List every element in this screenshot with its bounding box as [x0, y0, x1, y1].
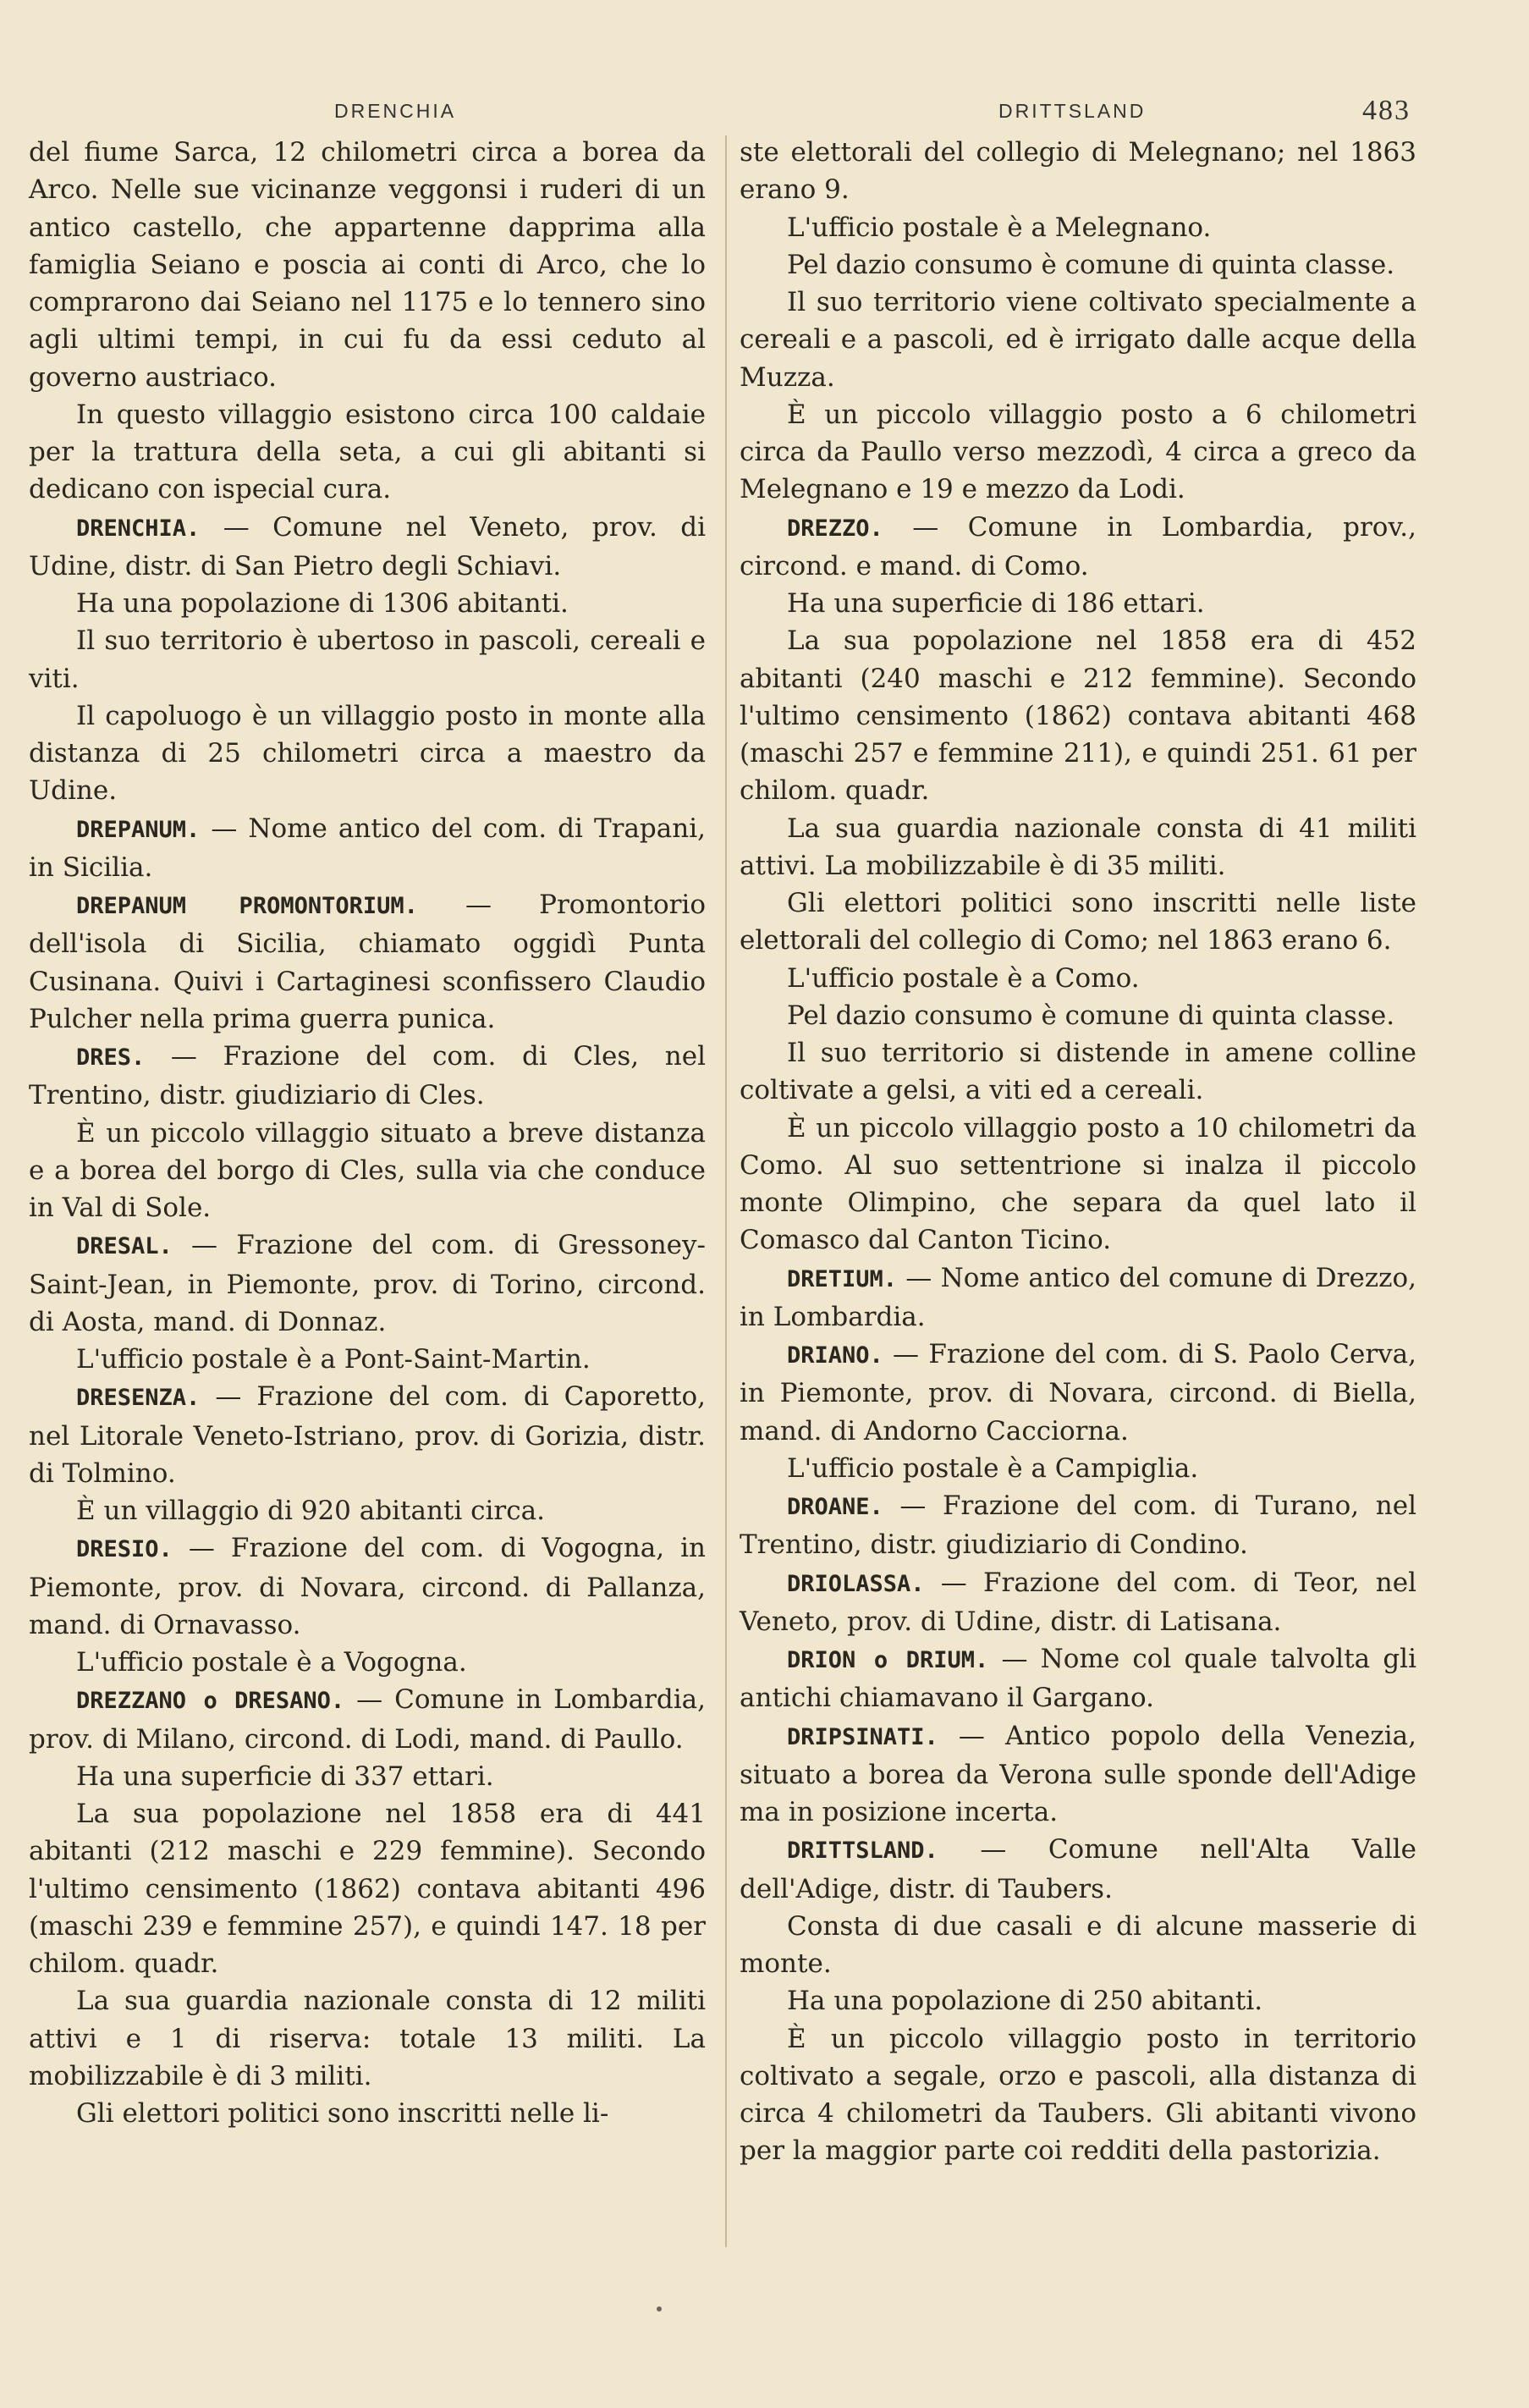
paragraph — [740, 284, 1416, 396]
paragraph — [740, 1982, 1416, 2020]
entry-text: — Frazione del com. di Vogogna, in Piemonte, prov. di Novara, circond. di Pallanza, mand. di Ornavasso. — [29, 1533, 706, 1640]
ink-speck — [657, 2306, 662, 2312]
paragraph — [29, 134, 706, 396]
entry-headword: DREPANUM PROMONTORIUM. — [76, 893, 418, 919]
paragraph — [29, 1038, 706, 1115]
entry-text: ste elettorali del collegio di Melegnano; nel 1863 erano 9. — [740, 137, 1416, 206]
paragraph — [29, 1529, 706, 1644]
paragraph — [740, 1450, 1416, 1487]
paragraph — [740, 134, 1416, 209]
entry-text: Ha una popolazione di 250 abitanti. — [787, 1986, 1263, 2017]
entry-headword: DRES. — [76, 1044, 146, 1071]
entry-text: — Frazione del com. di Gressoney-Saint-Jean, in Piemonte, prov. di Torino, circond. di Aosta, mand. di Donnaz. — [29, 1230, 706, 1337]
entry-headword: DRESAL. — [76, 1233, 173, 1260]
paragraph — [740, 1034, 1416, 1110]
paragraph — [29, 585, 706, 622]
paragraph — [740, 2020, 1416, 2170]
paragraph — [740, 1564, 1416, 1641]
entry-text: L'ufficio postale è a Como. — [787, 962, 1140, 994]
column-divider — [725, 135, 727, 2247]
entry-text: È un piccolo villaggio situato a breve distanza e a borea del borgo di Cles, sulla via che conduce in Val di Sole. — [29, 1117, 706, 1223]
entry-text: Ha una popolazione di 1306 abitanti. — [76, 588, 569, 619]
entry-headword: DRENCHIA. — [76, 515, 201, 542]
entry-headword: DRIPSINATI. — [787, 1723, 938, 1750]
entry-text: Gli elettori politici sono inscritti nelle li- — [76, 2098, 609, 2129]
entry-headword: DROANE. — [787, 1494, 883, 1520]
paragraph — [740, 209, 1416, 246]
entry-text: In questo villaggio esistono circa 100 caldaie per la trattura della seta, a cui gli abitanti si dedicano con ispecial cura. — [29, 399, 706, 505]
entry-text: — Comune nell'Alta Valle dell'Adige, distr. di Taubers. — [740, 1834, 1416, 1904]
paragraph — [29, 509, 706, 586]
entry-headword: DRION o DRIUM. — [787, 1647, 989, 1673]
paragraph — [29, 1115, 706, 1227]
entry-text: È un villaggio di 920 abitanti circa. — [76, 1496, 545, 1526]
paragraph — [29, 1341, 706, 1378]
paragraph — [740, 1831, 1416, 1908]
paragraph — [740, 1259, 1416, 1336]
entry-text: È un piccolo villaggio posto a 6 chilometri circa da Paullo verso mezzodì, 4 circa a greco da Melegnano e 19 e mezzo da Lodi. — [740, 399, 1416, 505]
entry-text: La sua guardia nazionale consta di 12 militi attivi e 1 di riserva: totale 13 militi. La mobilizzabile è di 3 militi. — [29, 1986, 706, 2091]
paragraph — [740, 396, 1416, 509]
paragraph — [29, 1758, 706, 1795]
entry-text: L'ufficio postale è a Melegnano. — [787, 212, 1212, 243]
paragraph — [740, 585, 1416, 622]
entry-text: — Antico popolo della Venezia, situato a borea da Verona sulle sponde dell'Adige ma in posizione incerta. — [740, 1720, 1416, 1827]
paragraph — [29, 886, 706, 1038]
entry-text: L'ufficio postale è a Pont-Saint-Martin. — [76, 1344, 591, 1375]
paragraph — [740, 1110, 1416, 1259]
right-column — [740, 134, 1416, 2170]
paragraph — [29, 1378, 706, 1492]
entry-headword: DRETIUM. — [787, 1265, 898, 1292]
paragraph — [740, 884, 1416, 960]
entry-headword: DRIOLASSA. — [787, 1570, 925, 1597]
entry-text: Il capoluogo è un villaggio posto in monte alla distanza di 25 chilometri circa a maestro da Udine. — [29, 700, 706, 807]
paragraph — [740, 1908, 1416, 1983]
entry-text: La sua popolazione nel 1858 era di 441 abitanti (212 maschi e 229 femmine). Secondo l'ultimo censimento (1862) contava abitanti 496 (maschi 239 e femmine 257), e quindi 147. 18 per chilom. quadr. — [29, 1799, 706, 1979]
entry-text: Consta di due casali e di alcune masserie di monte. — [740, 1910, 1416, 1979]
entry-text: Pel dazio consumo è comune di quinta classe. — [787, 1000, 1395, 1031]
paragraph — [29, 1982, 706, 2095]
entry-text: — Comune in Lombardia, prov. di Milano, circond. di Lodi, mand. di Paullo. — [29, 1684, 706, 1755]
paragraph — [29, 1681, 706, 1758]
entry-headword: DRIANO. — [787, 1342, 883, 1369]
paragraph — [740, 622, 1416, 809]
paragraph — [740, 509, 1416, 586]
entry-headword: DREZZANO o DRESANO. — [76, 1688, 345, 1715]
entry-text: L'ufficio postale è a Campiglia. — [787, 1452, 1199, 1484]
running-head-right: DRITTSLAND — [998, 100, 1147, 122]
page-number: 483 — [1362, 95, 1411, 126]
entry-text: È un piccolo villaggio posto a 10 chilometri da Como. Al suo settentrione si inalza il piccolo monte Olimpino, che separa da quel lato il Comasco dal Canton Ticino. — [740, 1112, 1416, 1256]
entry-text: — Comune nel Veneto, prov. di Udine, distr. di San Pietro degli Schiavi. — [29, 511, 706, 581]
paragraph — [740, 1717, 1416, 1832]
entry-text: Il suo territorio è ubertoso in pascoli, cereali e viti. — [29, 625, 706, 694]
entry-text: È un piccolo villaggio posto in territorio coltivato a segale, orzo e pascoli, alla distanza di circa 4 chilometri da Taubers. Gli abitanti vivono per la maggior parte coi redditi della pastorizia. — [740, 2023, 1416, 2167]
entry-text: — Nome antico del comune di Drezzo, in Lombardia. — [740, 1262, 1416, 1332]
entry-text: — Frazione del com. di Cles, nel Trentino, distr. giudiziario di Cles. — [29, 1041, 706, 1111]
paragraph — [740, 997, 1416, 1034]
paragraph — [29, 2095, 706, 2132]
entry-text: Gli elettori politici sono inscritti nelle liste elettorali del collegio di Como; nel 1863 erano 6. — [740, 888, 1416, 956]
entry-text: — Frazione del com. di Caporetto, nel Litorale Veneto-Istriano, prov. di Gorizia, distr. di Tolmino. — [29, 1381, 706, 1489]
paragraph — [740, 1336, 1416, 1450]
running-head-left: DRENCHIA — [334, 100, 457, 122]
paragraph — [29, 1492, 706, 1529]
entry-headword: DRESENZA. — [76, 1385, 201, 1412]
entry-text: — Frazione del com. di Teor, nel Veneto, prov. di Udine, distr. di Latisana. — [740, 1567, 1416, 1637]
entry-headword: DREZZO. — [787, 515, 883, 542]
entry-text: — Comune in Lombardia, prov., circond. e mand. di Como. — [740, 511, 1416, 581]
paragraph — [740, 960, 1416, 997]
entry-text: Pel dazio consumo è comune di quinta classe. — [787, 249, 1395, 280]
entry-headword: DRESIO. — [76, 1536, 173, 1563]
entry-text: La sua guardia nazionale consta di 41 militi attivi. La mobilizzabile è di 35 militi. — [740, 813, 1416, 881]
entry-text: Ha una superficie di 186 ettari. — [787, 588, 1205, 619]
paragraph — [29, 396, 706, 509]
entry-text: — Nome col quale talvolta gli antichi chiamavano il Gargano. — [740, 1644, 1416, 1714]
left-column — [29, 134, 706, 2132]
paragraph — [29, 697, 706, 810]
entry-text: — Promontorio dell'isola di Sicilia, chiamato oggidì Punta Cusinana. Quivi i Cartaginesi sconfissero Claudio Pulcher nella prima guerra punica. — [29, 890, 707, 1034]
paragraph — [740, 1640, 1416, 1717]
entry-headword: DRITTSLAND. — [787, 1838, 938, 1865]
paragraph — [29, 1644, 706, 1681]
entry-headword: DREPANUM. — [76, 816, 201, 843]
paragraph — [740, 1487, 1416, 1564]
entry-text: Il suo territorio viene coltivato specialmente a cereali e a pascoli, ed è irrigato dalle acque della Muzza. — [740, 287, 1416, 393]
entry-text: del fiume Sarca, 12 chilometri circa a borea da Arco. Nelle sue vicinanze veggonsi i ruderi di un antico castello, che appartenne dapprima alla famiglia Seiano e poscia ai conti di Arco, che lo comprarono dai Seiano nel 1175 e lo tennero sino agli ultimi tempi, in cui fu da essi ceduto al governo austriaco. — [29, 137, 706, 393]
paragraph — [29, 1226, 706, 1341]
entry-text: — Frazione del com. di Turano, nel Trentino, distr. giudiziario di Condino. — [740, 1491, 1416, 1561]
entry-text: — Frazione del com. di S. Paolo Cerva, in Piemonte, prov. di Novara, circond. di Biella, mand. di Andorno Cacciorna. — [740, 1339, 1416, 1446]
entry-text: Ha una superficie di 337 ettari. — [76, 1761, 494, 1792]
paragraph — [29, 1795, 706, 1982]
paragraph — [29, 622, 706, 697]
paragraph — [29, 810, 706, 887]
entry-text: La sua popolazione nel 1858 era di 452 abitanti (240 maschi e 212 femmine). Secondo l'ultimo censimento (1862) contava abitanti 468 (maschi 257 e femmine 211), e quindi 251. 61 per chilom. quadr. — [740, 625, 1416, 807]
paragraph — [740, 246, 1416, 284]
entry-text: — Nome antico del com. di Trapani, in Sicilia. — [29, 813, 706, 883]
entry-text: L'ufficio postale è a Vogogna. — [76, 1647, 467, 1678]
paragraph — [740, 810, 1416, 885]
entry-text: Il suo territorio si distende in amene colline coltivate a gelsi, a viti ed a cereali. — [740, 1038, 1416, 1106]
